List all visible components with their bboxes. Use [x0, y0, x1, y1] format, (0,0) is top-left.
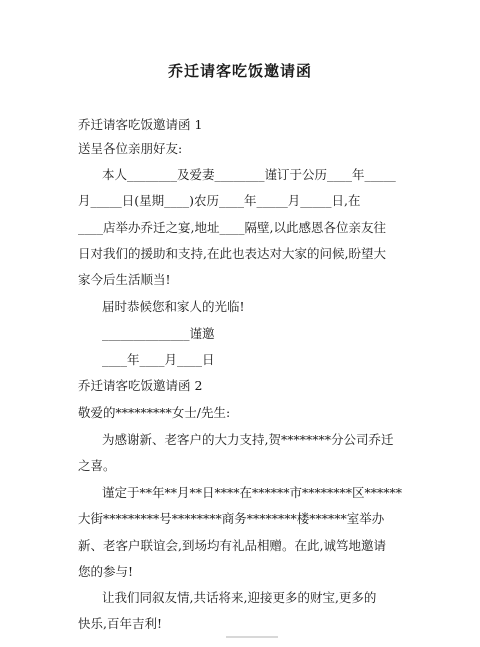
signature-line: ______________谨邀: [102, 326, 215, 341]
body-line: 本人________及爱妻________谨订于公历____年_____: [102, 167, 396, 182]
body-line: 为感谢新、老客户的大力支持,贺********分公司乔迁: [102, 432, 394, 447]
body-line: 日对我们的援助和支持,在此也表达对大家的问候,盼望大: [78, 246, 386, 261]
body-line: 新、老客户联谊会,到场均有礼品相赠。在此,诚笃地邀请: [78, 538, 386, 553]
section-heading-1: 乔迁请客吃饭邀请函 1: [78, 117, 203, 132]
body-line: 大街*********号********商务********楼******室举办: [78, 511, 385, 526]
body-line: 之喜。: [78, 458, 116, 473]
body-line: 快乐,百年吉利!: [78, 616, 162, 631]
section-heading-2: 乔迁请客吃饭邀请函 2: [78, 378, 203, 393]
body-line: 让我们同叙友情,共话将来,迎接更多的财宝,更多的: [102, 590, 377, 605]
page-bottom-mark: [226, 636, 278, 638]
salutation-2: 敬爱的*********女士/先生:: [78, 405, 231, 420]
document-title: 乔迁请客吃饭邀请函: [167, 62, 312, 80]
body-line: 谨定于**年**月**日****在******市********区******: [102, 485, 403, 500]
date-line: ____年____月____日: [102, 352, 215, 367]
salutation-1: 送呈各位亲朋好友:: [78, 141, 183, 156]
body-line: 月_____日(星期____)农历____年_____月_____日,在: [78, 193, 361, 208]
body-line: 家今后生活顺当!: [78, 272, 171, 287]
body-line: ____店举办乔迁之宴,地址____隔壁,以此感恩各位亲友往: [78, 220, 386, 235]
body-line: 您的参与!: [78, 564, 134, 579]
body-line: 届时恭候您和家人的光临!: [102, 299, 245, 314]
